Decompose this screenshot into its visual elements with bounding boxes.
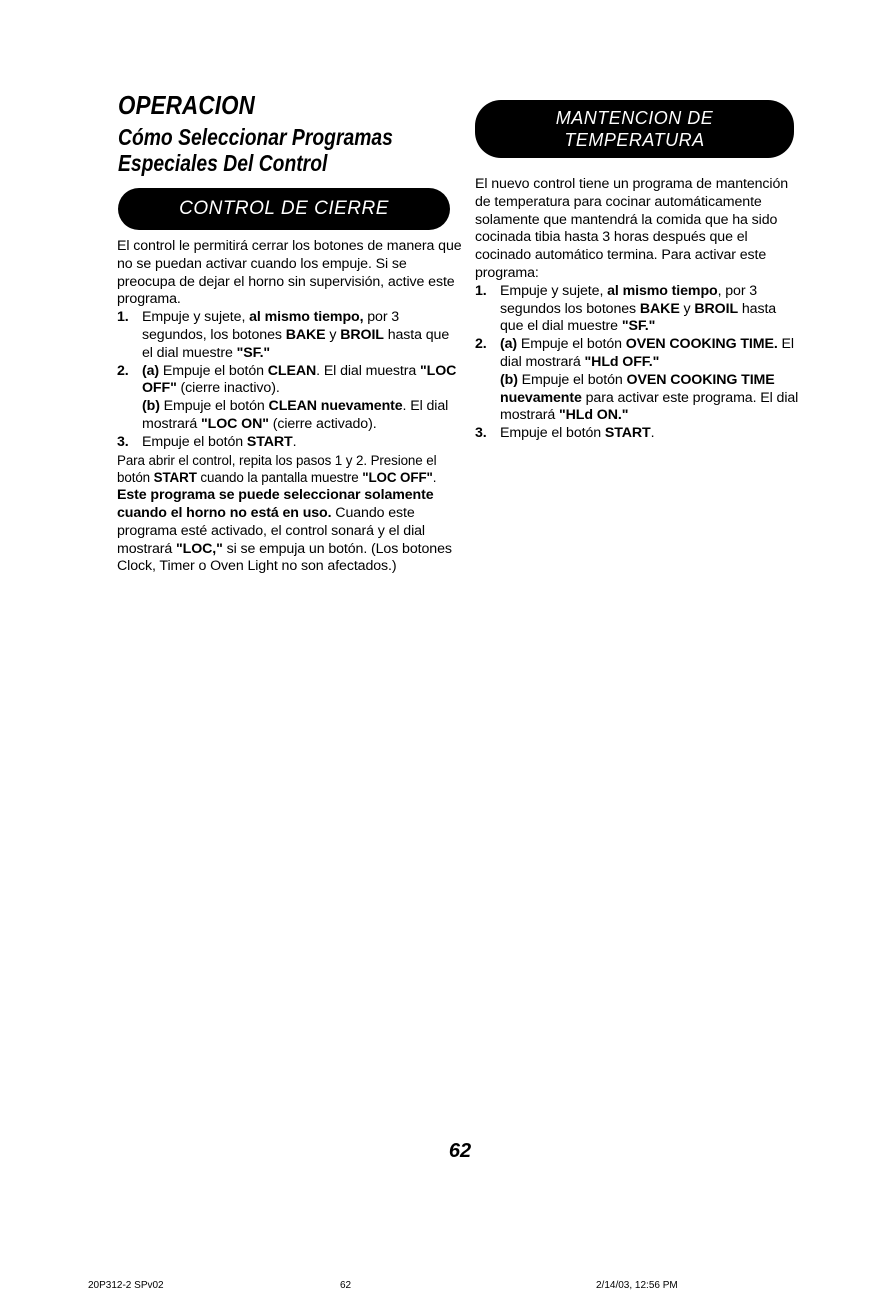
keep-warm-intro: El nuevo control tiene un programa de mantención de temperatura para cocinar automáticamente solamente que mantendrá la comida que ha sido cocinada tibia hasta 3 horas después que el cocinado automático termina. Para activar este programa: (475, 176, 789, 281)
step-text-part: para activar este programa. El dial mostrará (500, 389, 799, 424)
broil-button-label: BROIL (694, 300, 739, 317)
step-number: 1. (117, 309, 129, 326)
control-lock-step-2 (117, 363, 462, 434)
control-lock-step-3 (117, 434, 462, 452)
step-text-part: por 3 segundos, los botones (142, 309, 400, 343)
step-text-part: . (650, 425, 655, 442)
substep-b (142, 398, 462, 434)
start-button-label: START (246, 433, 293, 450)
step-text-part: (cierre activado). (268, 415, 377, 432)
page-number: 62 (448, 1140, 472, 1162)
display-readout: "HLd OFF." (584, 353, 660, 370)
substep-label: (a) (500, 336, 518, 353)
step-text-part: . El dial muestra (316, 362, 420, 379)
step-number: 3. (117, 433, 129, 450)
footer-timestamp: 2/14/03, 12:56 PM (596, 1280, 678, 1291)
substep-label: (a) (142, 362, 160, 379)
substep-label: (b) (142, 398, 160, 415)
keep-warm-banner-line1: MANTENCION DE (555, 108, 714, 128)
display-readout: "LOC OFF" (142, 362, 457, 397)
display-readout: "SF." (236, 344, 271, 361)
display-readout: "HLd ON." (559, 407, 629, 424)
display-readout: "LOC," (176, 540, 223, 557)
control-lock-intro: El control le permitirá cerrar los botones de manera que no se puedan activar cuando los empuje. Si se preocupa de dejar el horno sin supervisión, active este programa. (117, 238, 462, 308)
page-heading (118, 92, 448, 176)
step-text (500, 425, 800, 443)
oven-cooking-time-button-label: OVEN COOKING TIME nuevamente (500, 371, 775, 406)
step-number: 3. (475, 425, 487, 442)
step-text-part: Empuje el botón (159, 362, 268, 379)
step-emphasis: al mismo tiempo (607, 282, 718, 299)
bake-button-label: BAKE (639, 300, 680, 317)
keep-warm-banner-line2: TEMPERATURA (564, 130, 705, 150)
note-text-part: si se empuja un botón. (Los botones Clock, Timer o Oven Light no son afectados.) (117, 540, 452, 575)
bake-button-label: BAKE (285, 326, 326, 343)
control-lock-column (117, 238, 462, 576)
note-text-part: . (432, 470, 437, 486)
substep-b (500, 372, 800, 425)
display-readout: "SF." (621, 318, 656, 335)
note-text-part: Cuando este programa esté activado, el control sonará y el dial mostrará (117, 504, 425, 557)
step-text (500, 336, 800, 425)
keep-warm-banner (475, 100, 794, 158)
step-text-part: Empuje el botón (142, 433, 247, 450)
step-text-part: Empuje y sujete, (500, 282, 608, 299)
display-readout: "LOC OFF" (362, 470, 433, 486)
section-title: OPERACION (118, 90, 255, 120)
keep-warm-step-3 (475, 425, 800, 443)
step-text-part: Empuje y sujete, (142, 309, 250, 326)
step-text-part: El dial mostrará (500, 336, 794, 370)
step-text-part: (cierre inactivo). (176, 380, 280, 397)
step-text-part: Empuje el botón (517, 336, 626, 353)
step-number: 1. (475, 282, 487, 299)
step-text-part: . El dial mostrará (142, 398, 449, 432)
step-text-part: Empuje el botón (517, 371, 627, 388)
control-lock-banner-text: CONTROL DE CIERRE (179, 198, 389, 219)
clean-button-label: CLEAN nuevamente (268, 398, 403, 415)
control-lock-step-1 (117, 309, 462, 362)
step-number: 2. (475, 336, 487, 353)
display-readout: "LOC ON" (201, 415, 269, 432)
keep-warm-step-2 (475, 336, 800, 425)
section-subtitle-line2: Especiales Del Control (118, 150, 328, 176)
step-text-part: , por 3 segundos los botones (500, 282, 758, 317)
keep-warm-step-1 (475, 283, 800, 336)
step-text (142, 363, 462, 434)
clean-button-label: CLEAN (267, 362, 317, 379)
note-text-part: Para abrir el control, repita los pasos 1 y 2. Presione el botón (117, 452, 437, 486)
step-text (142, 434, 462, 452)
substep-a (500, 336, 800, 372)
control-lock-note (117, 487, 462, 576)
footer-document-code: 20P312-2 SPv02 (88, 1280, 164, 1291)
broil-button-label: BROIL (340, 326, 384, 343)
step-text-part: hasta que el dial muestre (142, 326, 450, 361)
step-number: 2. (117, 362, 129, 379)
step-text-part: y (325, 326, 341, 343)
section-subtitle-line1: Cómo Seleccionar Programas (118, 124, 393, 150)
start-button-label: START (153, 470, 197, 486)
footer-page-number: 62 (340, 1280, 352, 1291)
step-text-part: . (292, 433, 297, 450)
substep-a (142, 363, 462, 399)
step-text (142, 309, 462, 362)
control-lock-banner (118, 188, 450, 230)
keep-warm-column (475, 176, 800, 443)
step-text-part: Empuje el botón (159, 398, 269, 415)
unlock-instructions (117, 452, 462, 488)
step-text-part: hasta que el dial muestre (500, 300, 777, 335)
step-text-part: Empuje el botón (500, 425, 605, 442)
note-text-part: cuando la pantalla muestre (196, 470, 363, 486)
note-emphasis: Este programa se puede seleccionar solamente cuando el horno no está en uso. (117, 487, 434, 521)
step-text (500, 283, 800, 336)
oven-cooking-time-button-label: OVEN COOKING TIME. (625, 336, 778, 353)
substep-label: (b) (500, 371, 518, 388)
start-button-label: START (604, 425, 651, 442)
step-text-part: y (679, 300, 695, 317)
step-emphasis: al mismo tiempo, (249, 309, 364, 326)
